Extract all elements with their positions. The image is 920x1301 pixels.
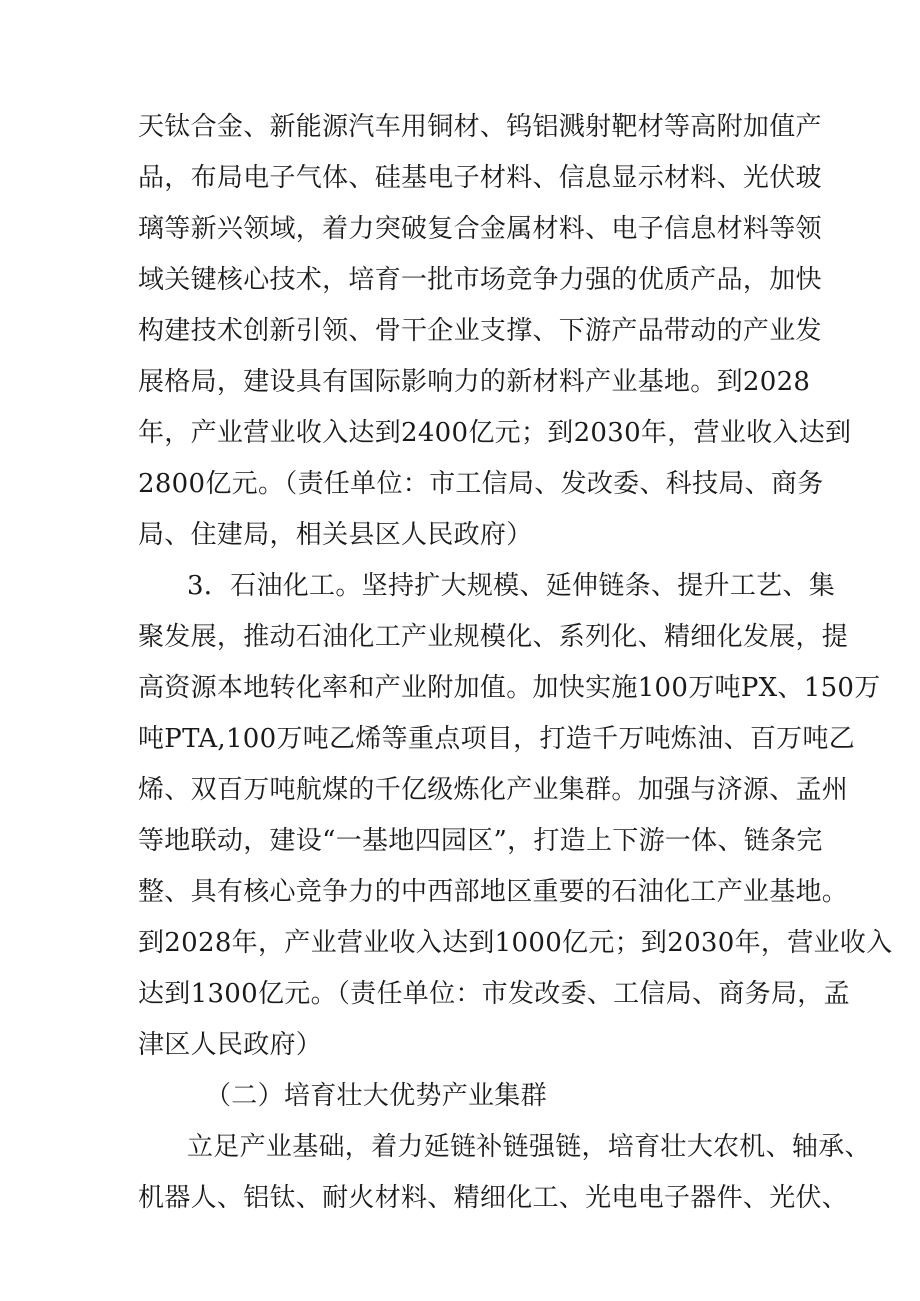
body-text-line: 机器人、铝钛、耐火材料、精细化工、光电电子器件、光伏、 [138, 1183, 849, 1213]
body-text-line: 局、住建局，相关县区人民政府） [138, 520, 533, 550]
body-text-line: 域关键核心技术，培育一批市场竞争力强的优质产品，加快 [138, 265, 822, 295]
body-text-line: 聚发展，推动石油化工产业规模化、系列化、精细化发展，提 [138, 622, 849, 652]
body-text-line: 吨PTA,100万吨乙烯等重点项目，打造千万吨炼油、百万吨乙 [138, 724, 856, 754]
body-text-line: 烯、双百万吨航煤的千亿级炼化产业集群。加强与济源、孟州 [138, 775, 849, 805]
body-text-line: 展格局，建设具有国际影响力的新材料产业基地。到2028 [138, 367, 811, 397]
body-text-line: 高资源本地转化率和产业附加值。加快实施100万吨PX、150万 [138, 673, 881, 703]
body-text-line: 构建技术创新引领、骨干企业支撑、下游产品带动的产业发 [138, 316, 822, 346]
body-text-line: 天钛合金、新能源汽车用铜材、钨铝溅射靶材等高附加值产 [138, 112, 822, 142]
body-text-line: 整、具有核心竞争力的中西部地区重要的石油化工产业基地。 [138, 877, 849, 907]
section-item-petrochemical: 3．石油化工。坚持扩大规模、延伸链条、提升工艺、集 [187, 571, 836, 601]
body-text-line: 津区人民政府） [138, 1030, 323, 1060]
body-text-line: 年，产业营业收入达到2400亿元；到2030年，营业收入达到 [138, 418, 852, 448]
body-text-line: 2800亿元。（责任单位：市工信局、发改委、科技局、商务 [138, 469, 824, 499]
body-text-line: 璃等新兴领域，着力突破复合金属材料、电子信息材料等领 [138, 214, 822, 244]
body-text-line: 立足产业基础，着力延链补链强链，培育壮大农机、轴承、 [187, 1132, 871, 1162]
body-text-line: 到2028年，产业营业收入达到1000亿元；到2030年，营业收入 [138, 928, 893, 958]
section-heading: （二）培育壮大优势产业集群 [205, 1081, 547, 1111]
body-text-line: 等地联动，建设“一基地四园区”，打造上下游一体、链条完 [138, 826, 823, 856]
body-text-line: 品，布局电子气体、硅基电子材料、信息显示材料、光伏玻 [138, 163, 822, 193]
body-text-line: 达到1300亿元。（责任单位：市发改委、工信局、商务局，孟 [138, 979, 850, 1009]
